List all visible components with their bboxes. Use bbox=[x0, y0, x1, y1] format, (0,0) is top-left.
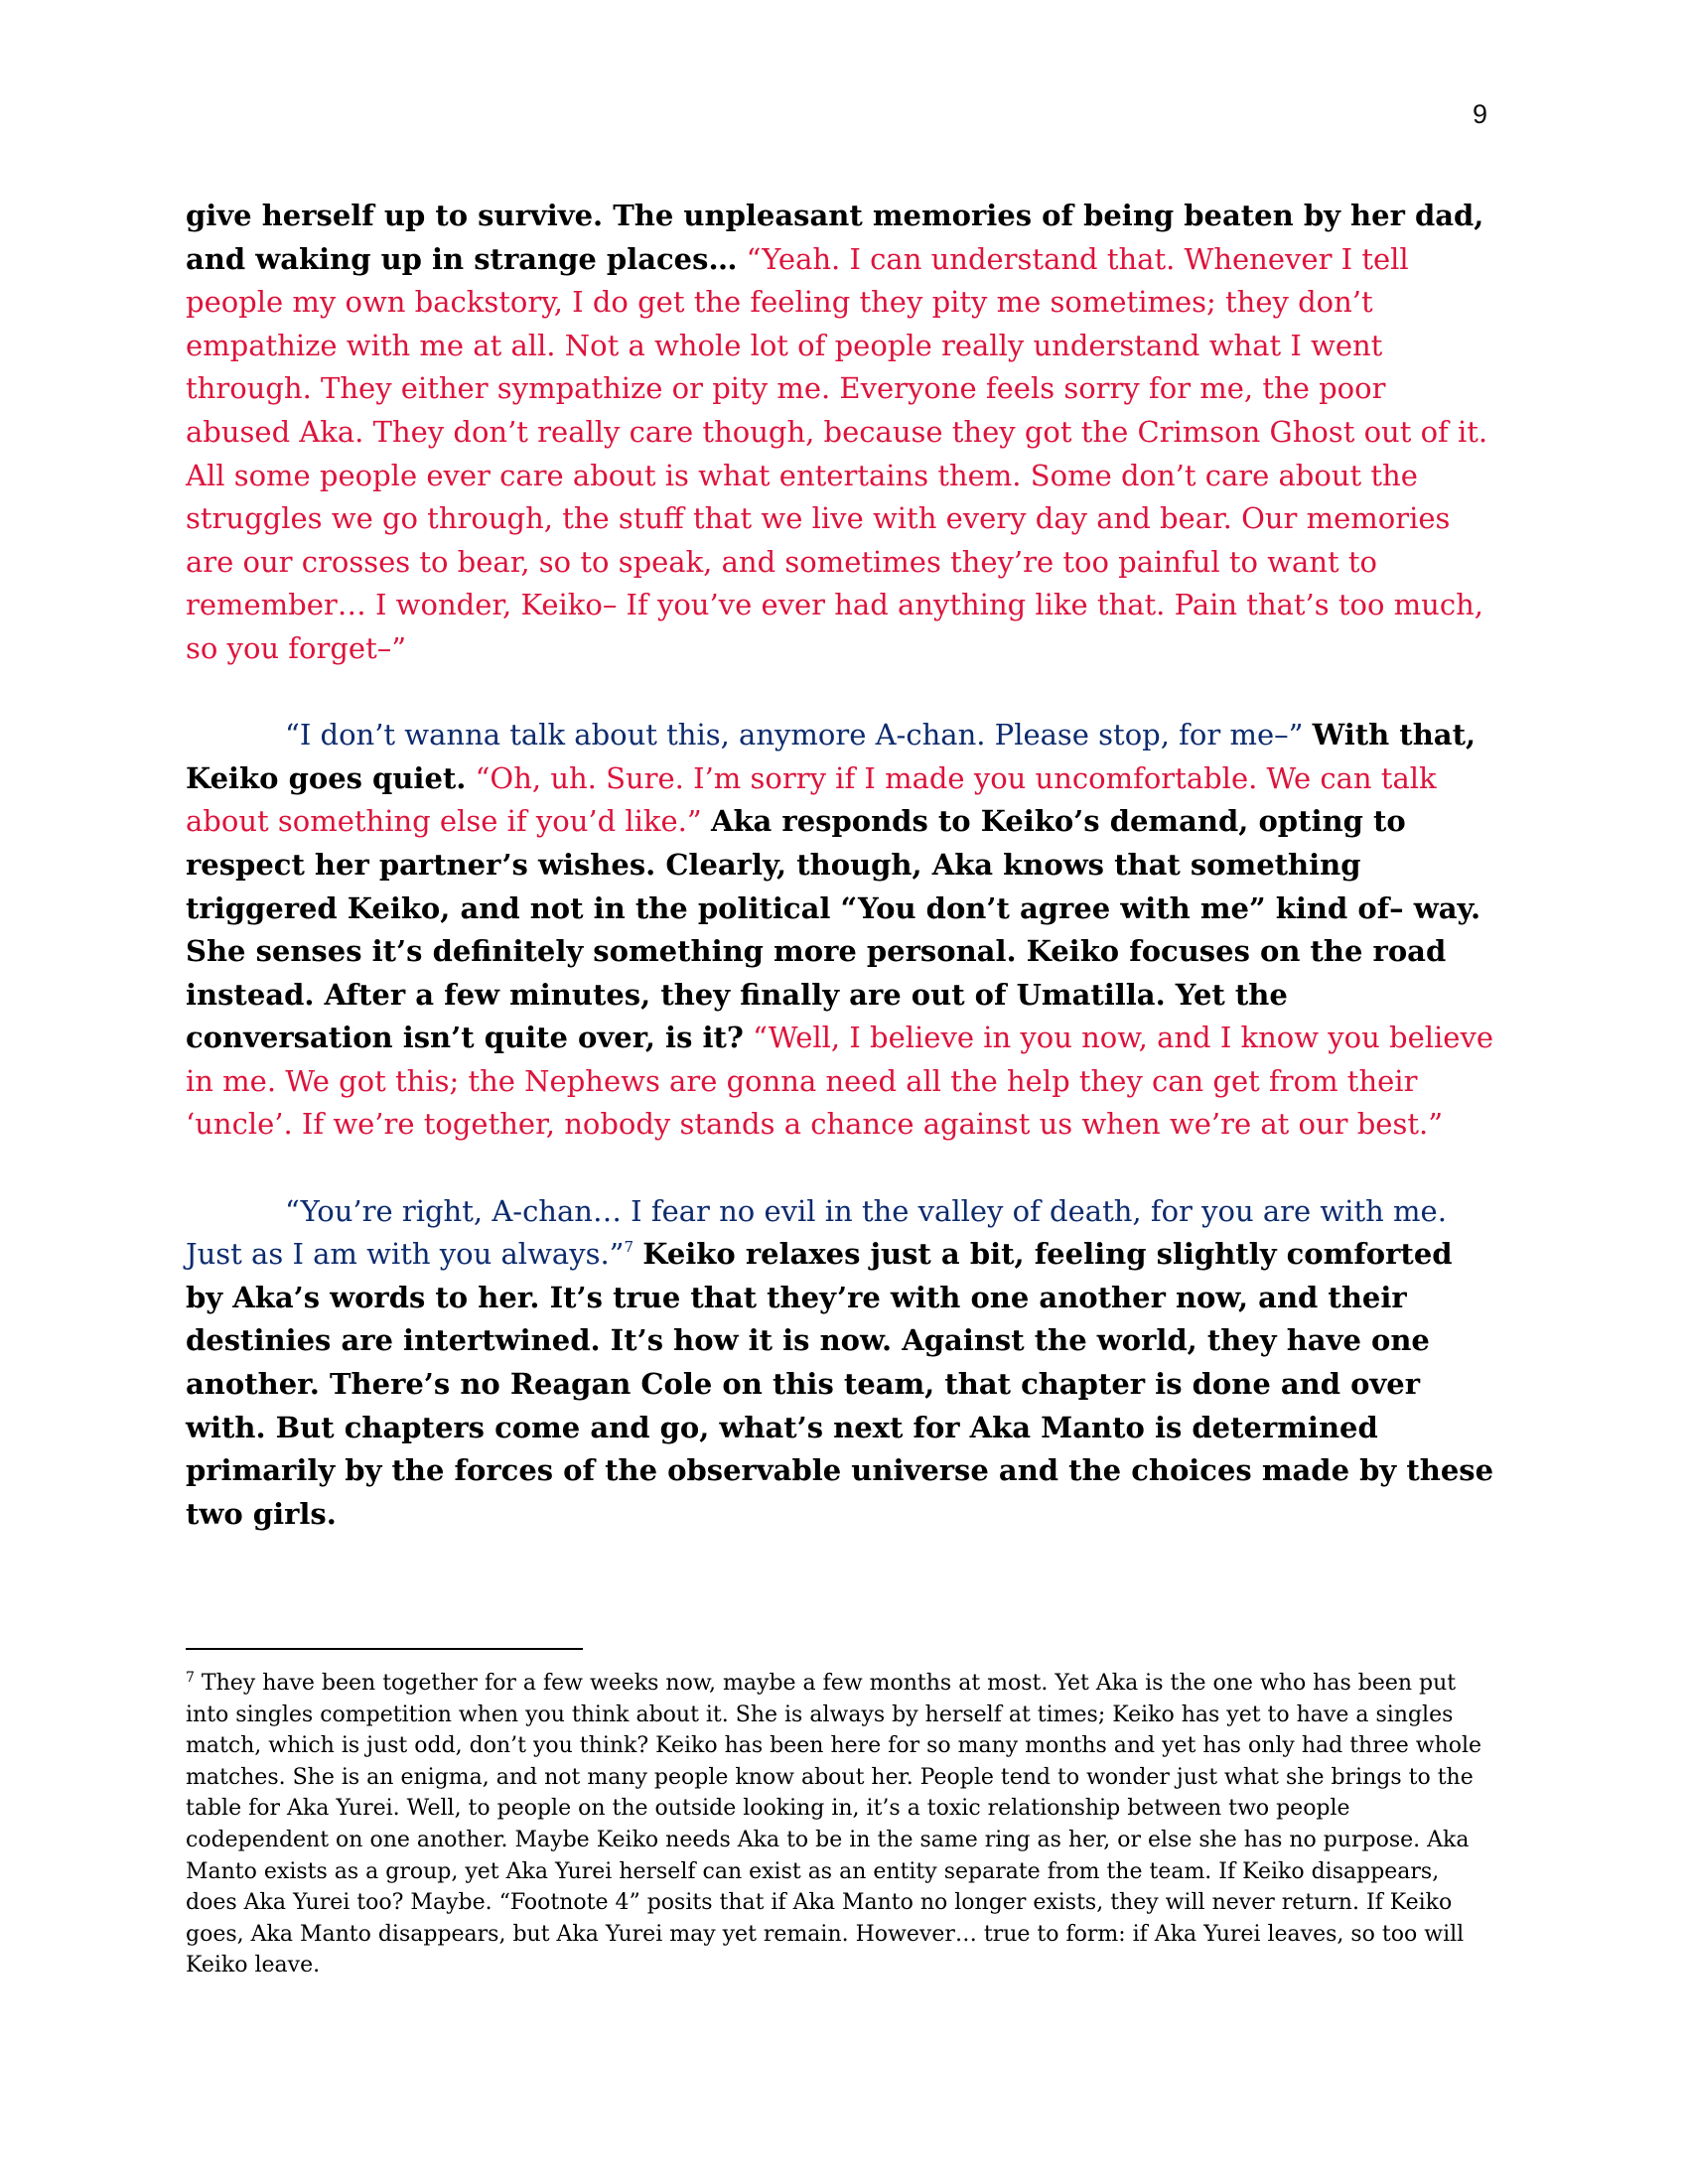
narration: With that, Keiko goes quiet. bbox=[186, 718, 1477, 795]
aka-dialogue: “Yeah. I can understand that. Whenever I tell people my own backstory, I do get the feeling they pity me sometimes; they don’t empathize with me at all. Not a whole lot of people really understand what I went through. They either sympathize or pity me. Everyone feels sorry for me, the poor abused Aka. They don’t really care though, because they got the Crimson Ghost out of it. All some people ever care about is what entertains them. Some don’t care about the struggles we go through, the stuff that we live with every day and bear. Our memories are our crosses to bear, so to speak, and sometimes they’re too painful to want to remember… I wonder, Keiko– If you’ve ever had anything like that. Pain that’s too much, so you forget–” bbox=[186, 241, 1488, 665]
narration: give herself up to survive. The unpleasant memories of being beaten by her dad, and waking up in strange places… bbox=[186, 199, 1484, 276]
page-number: 9 bbox=[1472, 99, 1487, 129]
footnote bbox=[186, 1668, 1496, 1981]
footnote-marker: 7 bbox=[186, 1670, 195, 1686]
story-body bbox=[186, 195, 1496, 1536]
paragraph-2 bbox=[186, 714, 1496, 1147]
paragraph-spacer bbox=[186, 1147, 1496, 1190]
narration: Keiko relaxes just a bit, feeling slightly comforted by Aka’s words to her. It’s true that they’re with one another now, and their destinies are intertwined. It’s how it is now. Against the world, they have one another. There’s no Reagan Cole on this team, that chapter is done and over with. But chapters come and go, what’s next for Aka Manto is determined primarily by the forces of the observable universe and the choices made by these two girls. bbox=[186, 1237, 1494, 1531]
paragraph-spacer bbox=[186, 671, 1496, 715]
footnote-text: They have been together for a few weeks now, maybe a few months at most. Yet Aka is the one who has been put into singles competition when you think about it. She is always by herself at times; Keiko has yet to have a singles match, which is just odd, don’t you think? Keiko has been here for so many months and yet has only had three whole matches. She is an enigma, and not many people know about her. People tend to wonder just what she brings to the table for Aka Yurei. Well, to people on the outside looking in, it’s a toxic relationship between two people codependent on one another. Maybe Keiko needs Aka to be in the same ring as her, or else she has no purpose. Aka Manto exists as a group, yet Aka Yurei herself can exist as an entity separate from the team. If Keiko disappears, does Aka Yurei too? Maybe. “Footnote 4” posits that if Aka Manto no longer exists, they will never return. If Keiko goes, Aka Manto disappears, but Aka Yurei may yet remain. However… true to form: if Aka Yurei leaves, so too will Keiko leave. bbox=[186, 1671, 1482, 1979]
footnote-reference[interactable]: 7 bbox=[624, 1238, 634, 1257]
keiko-dialogue: “You’re right, A-chan… I fear no evil in the valley of death, for you are with me. Just as I am with you always.” bbox=[186, 1193, 1447, 1272]
narration: Aka responds to Keiko’s demand, opting to respect her partner’s wishes. Clearly, though, Aka knows that something triggered Keiko, and not in the political “You don’t agree with me” kind of– way. She senses it’s definitely something more personal. Keiko focuses on the road instead. After a few minutes, they finally are out of Umatilla. Yet the conversation isn’t quite over, is it? bbox=[186, 804, 1481, 1055]
footnote-separator bbox=[186, 1648, 583, 1650]
paragraph-3 bbox=[186, 1190, 1496, 1537]
aka-dialogue: “Well, I believe in you now, and I know you believe in me. We got this; the Nephews are gonna need all the help they can get from their ‘uncle’. If we’re together, nobody stands a chance against us when we’re at our best.” bbox=[186, 1021, 1493, 1142]
paragraph-1 bbox=[186, 195, 1496, 671]
aka-dialogue: “Oh, uh. Sure. I’m sorry if I made you uncomfortable. We can talk about something else if you’d like.” bbox=[186, 760, 1437, 839]
keiko-dialogue: “I don’t wanna talk about this, anymore A-chan. Please stop, for me–” bbox=[285, 718, 1304, 752]
